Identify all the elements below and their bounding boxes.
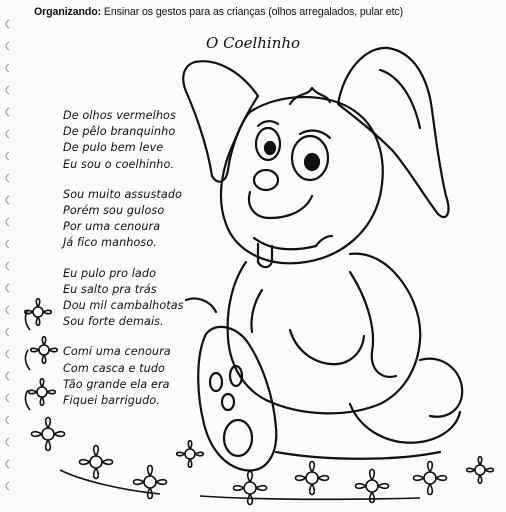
header-label: Organizando: <box>34 6 102 18</box>
poem-line: De pêlo branquinho <box>63 125 176 139</box>
poem-line: Eu sou o coelhinho. <box>63 157 175 171</box>
rabbit-nose <box>254 170 278 190</box>
header-text: Ensinar os gestos para as crianças (olhos arregalados, pular etc) <box>103 6 404 18</box>
poem-line: Tão grande ela era <box>63 377 170 391</box>
rabbit-muzzle <box>249 192 312 218</box>
poem-line: Por uma cenoura <box>63 220 161 234</box>
poem-line: De pulo bem leve <box>63 141 164 155</box>
poem-line: Fiquei barrigudo. <box>63 394 160 408</box>
poem-text <box>63 108 233 423</box>
poem-stanza <box>63 266 233 331</box>
poem-line: Eu pulo pro lado <box>63 266 157 280</box>
poem-line: Já fico manhoso. <box>63 236 157 250</box>
poem-stanza <box>63 187 233 252</box>
poem-title: O Coelhinho <box>206 34 301 52</box>
rabbit-head <box>221 97 383 263</box>
rabbit-body <box>228 254 421 414</box>
poem-stanza <box>63 344 233 409</box>
poem-line: Sou forte demais. <box>63 315 164 329</box>
rabbit-right-foot <box>350 404 460 443</box>
poem-line: De olhos vermelhos <box>63 109 176 122</box>
poem-stanza <box>63 108 233 173</box>
rabbit-tail <box>420 359 462 417</box>
poem-line: Eu salto pra trás <box>63 282 157 296</box>
rabbit-right-ear <box>338 48 448 217</box>
poem-line: Comi uma cenoura <box>63 345 171 359</box>
poem-line: Dou mil cambalhotas <box>63 299 184 313</box>
poem-line: Porém sou guloso <box>63 204 165 218</box>
poem-line: Sou muito assustado <box>63 187 182 201</box>
poem-line: Com casca e tudo <box>63 361 165 375</box>
